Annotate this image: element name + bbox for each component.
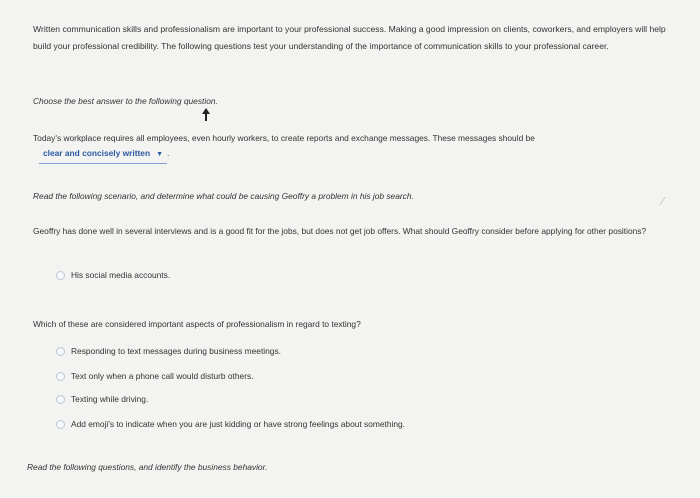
chevron-down-icon: ▼ [156, 151, 163, 158]
question3-option[interactable] [56, 346, 281, 356]
question1-trailing: . [167, 148, 170, 158]
option-label: Text only when a phone call would disturb others. [71, 371, 254, 381]
radio-button[interactable] [56, 395, 65, 404]
answer-dropdown[interactable] [39, 146, 170, 164]
question4-instruction: Read the following questions, and identify the business behavior. [27, 462, 268, 472]
question3-option[interactable] [56, 394, 148, 404]
question3-prompt: Which of these are considered important aspects of professionalism in regard to texting? [33, 319, 361, 329]
decorative-mark [659, 197, 666, 206]
question1-instruction: Choose the best answer to the following question. [33, 96, 218, 106]
option-label: Responding to text messages during business meetings. [71, 346, 281, 356]
dropdown-selected-value: clear and concisely written [43, 148, 151, 158]
radio-button[interactable] [56, 271, 65, 280]
intro-paragraph: Written communication skills and professionalism are important to your professional success. Making a good impression on clients, coworkers, and employers will help build your professional credibility. The following questions test your understanding of the importance of communication skills to your professional career. [33, 24, 666, 51]
question1-text: Today's workplace requires all employees, even hourly workers, to create reports and exchange messages. These messages should be [33, 133, 535, 143]
option-label: Texting while driving. [71, 394, 149, 404]
question2-instruction: Read the following scenario, and determine what could be causing Geoffry a problem in his job search. [33, 191, 414, 201]
option-label: Add emoji's to indicate when you are just kidding or have strong feelings about something. [71, 419, 406, 429]
radio-button[interactable] [56, 372, 65, 381]
radio-button[interactable] [56, 347, 65, 356]
radio-button[interactable] [56, 420, 65, 429]
question2-scenario: Geoffry has done well in several interviews and is a good fit for the jobs, but does not get job offers. What should Geoffry consider before applying for other positions? [33, 226, 647, 236]
question2-option[interactable] [56, 270, 170, 280]
question1-prompt [33, 131, 633, 164]
question3-option[interactable] [56, 419, 405, 429]
option-label: His social media accounts. [71, 270, 171, 280]
mouse-pointer-icon [201, 108, 211, 122]
question3-option[interactable] [56, 371, 254, 381]
